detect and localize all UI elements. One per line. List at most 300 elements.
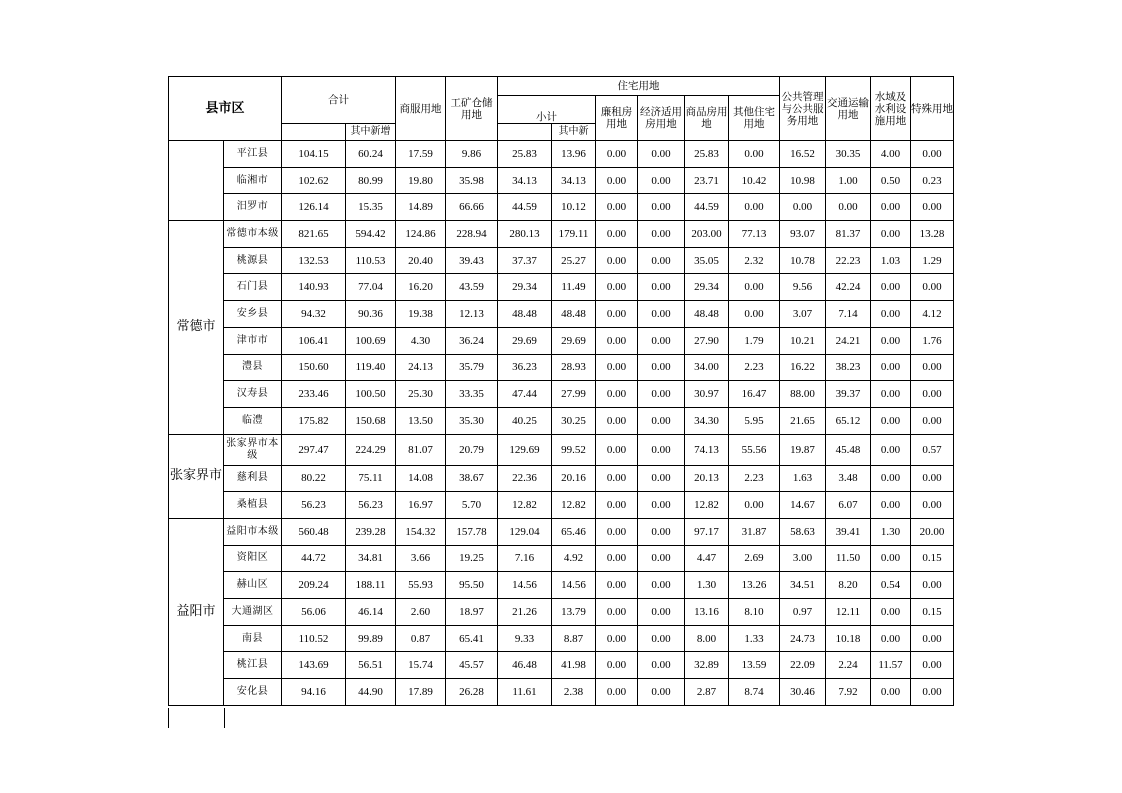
value-cell: 29.34 <box>498 274 552 301</box>
value-cell: 228.94 <box>446 221 498 248</box>
value-cell: 94.32 <box>282 301 346 328</box>
header-industrial: 工矿仓储用地 <box>446 77 498 141</box>
value-cell: 97.17 <box>685 518 729 545</box>
value-cell: 8.00 <box>685 625 729 652</box>
value-cell: 0.15 <box>911 545 954 572</box>
value-cell: 2.38 <box>552 679 596 706</box>
value-cell: 2.24 <box>826 652 871 679</box>
value-cell: 209.24 <box>282 572 346 599</box>
value-cell: 10.98 <box>780 167 826 194</box>
value-cell: 10.78 <box>780 247 826 274</box>
value-cell: 110.53 <box>346 247 396 274</box>
value-cell: 140.93 <box>282 274 346 301</box>
value-cell: 0.00 <box>729 141 780 168</box>
value-cell: 30.46 <box>780 679 826 706</box>
table-row <box>169 518 954 545</box>
value-cell: 0.00 <box>638 327 685 354</box>
value-cell: 30.25 <box>552 407 596 434</box>
land-use-table <box>168 76 954 706</box>
value-cell: 44.59 <box>498 194 552 221</box>
county-cell: 桑植县 <box>224 492 282 519</box>
table-row <box>169 492 954 519</box>
header-res-subtotal-new: 其中新 <box>552 124 596 141</box>
value-cell: 0.00 <box>871 492 911 519</box>
value-cell: 48.48 <box>685 301 729 328</box>
value-cell: 1.30 <box>685 572 729 599</box>
table-row <box>169 194 954 221</box>
value-cell: 3.07 <box>780 301 826 328</box>
value-cell: 4.12 <box>911 301 954 328</box>
table-body <box>169 141 954 706</box>
value-cell: 20.13 <box>685 465 729 492</box>
county-cell: 桃源县 <box>224 247 282 274</box>
value-cell: 65.46 <box>552 518 596 545</box>
value-cell: 0.00 <box>871 327 911 354</box>
header-low-rent: 廉租房用地 <box>596 96 638 141</box>
table-row <box>169 381 954 408</box>
value-cell: 124.86 <box>396 221 446 248</box>
table-row <box>169 221 954 248</box>
value-cell: 5.70 <box>446 492 498 519</box>
value-cell: 0.00 <box>871 545 911 572</box>
value-cell: 19.87 <box>780 434 826 465</box>
value-cell: 13.28 <box>911 221 954 248</box>
value-cell: 7.16 <box>498 545 552 572</box>
value-cell: 0.00 <box>729 274 780 301</box>
city-cell <box>169 141 224 221</box>
value-cell: 46.48 <box>498 652 552 679</box>
value-cell: 179.11 <box>552 221 596 248</box>
value-cell: 13.50 <box>396 407 446 434</box>
value-cell: 26.28 <box>446 679 498 706</box>
value-cell: 0.00 <box>871 301 911 328</box>
value-cell: 0.00 <box>596 274 638 301</box>
value-cell: 2.23 <box>729 465 780 492</box>
value-cell: 38.67 <box>446 465 498 492</box>
value-cell: 104.15 <box>282 141 346 168</box>
value-cell: 94.16 <box>282 679 346 706</box>
value-cell: 36.23 <box>498 354 552 381</box>
value-cell: 0.00 <box>596 652 638 679</box>
value-cell: 22.09 <box>780 652 826 679</box>
value-cell: 0.00 <box>596 434 638 465</box>
value-cell: 25.83 <box>685 141 729 168</box>
value-cell: 13.96 <box>552 141 596 168</box>
value-cell: 0.00 <box>729 492 780 519</box>
value-cell: 0.00 <box>871 679 911 706</box>
county-cell: 大通湖区 <box>224 599 282 626</box>
value-cell: 0.00 <box>638 407 685 434</box>
value-cell: 81.37 <box>826 221 871 248</box>
value-cell: 0.00 <box>871 465 911 492</box>
value-cell: 8.10 <box>729 599 780 626</box>
value-cell: 44.72 <box>282 545 346 572</box>
value-cell: 25.27 <box>552 247 596 274</box>
value-cell: 14.89 <box>396 194 446 221</box>
value-cell: 0.00 <box>911 679 954 706</box>
value-cell: 0.00 <box>638 518 685 545</box>
value-cell: 48.48 <box>552 301 596 328</box>
value-cell: 42.24 <box>826 274 871 301</box>
value-cell: 40.25 <box>498 407 552 434</box>
value-cell: 47.44 <box>498 381 552 408</box>
header-commercial: 商服用地 <box>396 77 446 141</box>
value-cell: 74.13 <box>685 434 729 465</box>
value-cell: 0.00 <box>596 141 638 168</box>
value-cell: 239.28 <box>346 518 396 545</box>
value-cell: 13.26 <box>729 572 780 599</box>
value-cell: 0.00 <box>596 625 638 652</box>
value-cell: 821.65 <box>282 221 346 248</box>
value-cell: 150.60 <box>282 354 346 381</box>
value-cell: 25.30 <box>396 381 446 408</box>
table-row <box>169 167 954 194</box>
header-res-subtotal-blank <box>498 124 552 141</box>
value-cell: 4.00 <box>871 141 911 168</box>
value-cell: 203.00 <box>685 221 729 248</box>
value-cell: 0.00 <box>596 354 638 381</box>
header-water: 水域及水利设施用地 <box>871 77 911 141</box>
county-cell: 汨罗市 <box>224 194 282 221</box>
table-row <box>169 545 954 572</box>
header-total-new: 其中新增 <box>346 124 396 141</box>
header-total-blank <box>282 124 346 141</box>
value-cell: 0.00 <box>596 194 638 221</box>
county-cell: 赫山区 <box>224 572 282 599</box>
value-cell: 0.00 <box>911 274 954 301</box>
value-cell: 0.00 <box>911 407 954 434</box>
value-cell: 81.07 <box>396 434 446 465</box>
county-cell: 资阳区 <box>224 545 282 572</box>
header-residential: 住宅用地 <box>498 77 780 96</box>
value-cell: 0.50 <box>871 167 911 194</box>
value-cell: 35.79 <box>446 354 498 381</box>
header-affordable: 经济适用房用地 <box>638 96 685 141</box>
value-cell: 99.89 <box>346 625 396 652</box>
value-cell: 48.48 <box>498 301 552 328</box>
value-cell: 0.00 <box>729 194 780 221</box>
value-cell: 1.29 <box>911 247 954 274</box>
value-cell: 106.41 <box>282 327 346 354</box>
value-cell: 16.22 <box>780 354 826 381</box>
value-cell: 29.34 <box>685 274 729 301</box>
value-cell: 2.60 <box>396 599 446 626</box>
value-cell: 0.00 <box>638 434 685 465</box>
value-cell: 102.62 <box>282 167 346 194</box>
value-cell: 34.00 <box>685 354 729 381</box>
county-cell: 桃江县 <box>224 652 282 679</box>
value-cell: 0.15 <box>911 599 954 626</box>
value-cell: 24.73 <box>780 625 826 652</box>
value-cell: 20.16 <box>552 465 596 492</box>
value-cell: 18.97 <box>446 599 498 626</box>
value-cell: 14.67 <box>780 492 826 519</box>
header-commodity: 商品房用地 <box>685 96 729 141</box>
value-cell: 43.59 <box>446 274 498 301</box>
value-cell: 35.30 <box>446 407 498 434</box>
value-cell: 8.87 <box>552 625 596 652</box>
value-cell: 24.21 <box>826 327 871 354</box>
value-cell: 17.89 <box>396 679 446 706</box>
value-cell: 34.13 <box>552 167 596 194</box>
value-cell: 0.00 <box>638 492 685 519</box>
value-cell: 150.68 <box>346 407 396 434</box>
table-row <box>169 434 954 465</box>
value-cell: 14.56 <box>498 572 552 599</box>
value-cell: 0.00 <box>871 354 911 381</box>
value-cell: 3.00 <box>780 545 826 572</box>
table-row <box>169 572 954 599</box>
value-cell: 29.69 <box>552 327 596 354</box>
value-cell: 10.18 <box>826 625 871 652</box>
header-public: 公共管理与公共服务用地 <box>780 77 826 141</box>
value-cell: 14.08 <box>396 465 446 492</box>
value-cell: 0.00 <box>638 354 685 381</box>
value-cell: 11.49 <box>552 274 596 301</box>
value-cell: 10.42 <box>729 167 780 194</box>
value-cell: 16.52 <box>780 141 826 168</box>
value-cell: 8.74 <box>729 679 780 706</box>
value-cell: 0.00 <box>638 141 685 168</box>
value-cell: 0.00 <box>911 194 954 221</box>
value-cell: 12.82 <box>498 492 552 519</box>
table-row <box>169 141 954 168</box>
value-cell: 0.00 <box>638 679 685 706</box>
value-cell: 110.52 <box>282 625 346 652</box>
value-cell: 126.14 <box>282 194 346 221</box>
value-cell: 77.04 <box>346 274 396 301</box>
value-cell: 560.48 <box>282 518 346 545</box>
value-cell: 30.35 <box>826 141 871 168</box>
value-cell: 0.00 <box>638 652 685 679</box>
value-cell: 56.23 <box>282 492 346 519</box>
city-cell: 张家界市 <box>169 434 224 518</box>
value-cell: 17.59 <box>396 141 446 168</box>
county-cell: 张家界市本级 <box>224 434 282 465</box>
value-cell: 0.00 <box>596 465 638 492</box>
value-cell: 39.37 <box>826 381 871 408</box>
value-cell: 1.00 <box>826 167 871 194</box>
table-row <box>169 465 954 492</box>
value-cell: 0.00 <box>871 434 911 465</box>
table-row <box>169 407 954 434</box>
value-cell: 27.90 <box>685 327 729 354</box>
value-cell: 34.13 <box>498 167 552 194</box>
table-row <box>169 354 954 381</box>
table-row <box>169 274 954 301</box>
value-cell: 0.00 <box>638 194 685 221</box>
value-cell: 0.00 <box>596 327 638 354</box>
value-cell: 0.00 <box>871 407 911 434</box>
value-cell: 0.00 <box>638 221 685 248</box>
value-cell: 9.86 <box>446 141 498 168</box>
value-cell: 2.69 <box>729 545 780 572</box>
value-cell: 65.41 <box>446 625 498 652</box>
value-cell: 1.30 <box>871 518 911 545</box>
value-cell: 0.00 <box>871 599 911 626</box>
county-cell: 南县 <box>224 625 282 652</box>
value-cell: 13.79 <box>552 599 596 626</box>
value-cell: 7.92 <box>826 679 871 706</box>
value-cell: 20.00 <box>911 518 954 545</box>
value-cell: 0.00 <box>871 221 911 248</box>
table-row <box>169 301 954 328</box>
value-cell: 0.00 <box>596 599 638 626</box>
county-cell: 平江县 <box>224 141 282 168</box>
value-cell: 39.43 <box>446 247 498 274</box>
value-cell: 0.00 <box>638 599 685 626</box>
county-cell: 常德市本级 <box>224 221 282 248</box>
value-cell: 15.74 <box>396 652 446 679</box>
value-cell: 11.50 <box>826 545 871 572</box>
value-cell: 56.06 <box>282 599 346 626</box>
value-cell: 29.69 <box>498 327 552 354</box>
value-cell: 15.35 <box>346 194 396 221</box>
value-cell: 7.14 <box>826 301 871 328</box>
value-cell: 0.00 <box>871 194 911 221</box>
value-cell: 0.00 <box>729 301 780 328</box>
value-cell: 0.00 <box>596 221 638 248</box>
value-cell: 16.47 <box>729 381 780 408</box>
value-cell: 80.22 <box>282 465 346 492</box>
value-cell: 77.13 <box>729 221 780 248</box>
county-cell: 石门县 <box>224 274 282 301</box>
table-row <box>169 625 954 652</box>
value-cell: 119.40 <box>346 354 396 381</box>
value-cell: 100.50 <box>346 381 396 408</box>
value-cell: 24.13 <box>396 354 446 381</box>
value-cell: 0.00 <box>596 545 638 572</box>
table-row <box>169 679 954 706</box>
value-cell: 100.69 <box>346 327 396 354</box>
value-cell: 224.29 <box>346 434 396 465</box>
value-cell: 1.03 <box>871 247 911 274</box>
county-cell: 临湘市 <box>224 167 282 194</box>
county-cell: 汉寿县 <box>224 381 282 408</box>
value-cell: 46.14 <box>346 599 396 626</box>
value-cell: 33.35 <box>446 381 498 408</box>
value-cell: 55.93 <box>396 572 446 599</box>
value-cell: 0.00 <box>871 625 911 652</box>
value-cell: 44.90 <box>346 679 396 706</box>
value-cell: 90.36 <box>346 301 396 328</box>
value-cell: 55.56 <box>729 434 780 465</box>
value-cell: 154.32 <box>396 518 446 545</box>
value-cell: 32.89 <box>685 652 729 679</box>
value-cell: 16.97 <box>396 492 446 519</box>
header-other-res: 其他住宅用地 <box>729 96 780 141</box>
value-cell: 21.26 <box>498 599 552 626</box>
value-cell: 0.00 <box>596 247 638 274</box>
value-cell: 129.04 <box>498 518 552 545</box>
value-cell: 45.48 <box>826 434 871 465</box>
value-cell: 2.87 <box>685 679 729 706</box>
value-cell: 65.12 <box>826 407 871 434</box>
value-cell: 2.32 <box>729 247 780 274</box>
value-cell: 4.92 <box>552 545 596 572</box>
value-cell: 4.30 <box>396 327 446 354</box>
value-cell: 25.83 <box>498 141 552 168</box>
value-cell: 188.11 <box>346 572 396 599</box>
value-cell: 1.76 <box>911 327 954 354</box>
value-cell: 6.07 <box>826 492 871 519</box>
value-cell: 45.57 <box>446 652 498 679</box>
value-cell: 0.23 <box>911 167 954 194</box>
value-cell: 280.13 <box>498 221 552 248</box>
value-cell: 129.69 <box>498 434 552 465</box>
value-cell: 132.53 <box>282 247 346 274</box>
table-row <box>169 652 954 679</box>
value-cell: 0.00 <box>826 194 871 221</box>
value-cell: 0.00 <box>638 167 685 194</box>
value-cell: 1.63 <box>780 465 826 492</box>
value-cell: 0.00 <box>871 381 911 408</box>
value-cell: 0.00 <box>638 465 685 492</box>
value-cell: 88.00 <box>780 381 826 408</box>
value-cell: 16.20 <box>396 274 446 301</box>
value-cell: 95.50 <box>446 572 498 599</box>
value-cell: 19.80 <box>396 167 446 194</box>
county-cell: 临澧 <box>224 407 282 434</box>
value-cell: 34.51 <box>780 572 826 599</box>
header-transport: 交通运输用地 <box>826 77 871 141</box>
value-cell: 1.33 <box>729 625 780 652</box>
value-cell: 0.00 <box>911 381 954 408</box>
value-cell: 58.63 <box>780 518 826 545</box>
value-cell: 0.54 <box>871 572 911 599</box>
value-cell: 12.13 <box>446 301 498 328</box>
value-cell: 0.00 <box>638 572 685 599</box>
value-cell: 13.59 <box>729 652 780 679</box>
table-row <box>169 599 954 626</box>
value-cell: 0.00 <box>911 141 954 168</box>
value-cell: 56.23 <box>346 492 396 519</box>
value-cell: 157.78 <box>446 518 498 545</box>
table-row <box>169 247 954 274</box>
table-continuation <box>168 708 225 728</box>
value-cell: 11.57 <box>871 652 911 679</box>
value-cell: 30.97 <box>685 381 729 408</box>
value-cell: 0.00 <box>638 625 685 652</box>
value-cell: 37.37 <box>498 247 552 274</box>
value-cell: 0.00 <box>638 381 685 408</box>
value-cell: 0.00 <box>596 572 638 599</box>
value-cell: 19.38 <box>396 301 446 328</box>
value-cell: 143.69 <box>282 652 346 679</box>
county-cell: 澧县 <box>224 354 282 381</box>
value-cell: 0.00 <box>780 194 826 221</box>
header-res-subtotal: 小计 <box>498 96 596 124</box>
value-cell: 10.12 <box>552 194 596 221</box>
table-row <box>169 327 954 354</box>
value-cell: 80.99 <box>346 167 396 194</box>
value-cell: 0.00 <box>596 167 638 194</box>
value-cell: 0.57 <box>911 434 954 465</box>
value-cell: 0.00 <box>596 381 638 408</box>
value-cell: 27.99 <box>552 381 596 408</box>
value-cell: 0.00 <box>911 354 954 381</box>
value-cell: 297.47 <box>282 434 346 465</box>
header-special: 特殊用地 <box>911 77 954 141</box>
value-cell: 0.00 <box>596 679 638 706</box>
value-cell: 12.82 <box>685 492 729 519</box>
value-cell: 75.11 <box>346 465 396 492</box>
value-cell: 0.00 <box>596 301 638 328</box>
value-cell: 28.93 <box>552 354 596 381</box>
value-cell: 39.41 <box>826 518 871 545</box>
value-cell: 0.00 <box>596 492 638 519</box>
value-cell: 11.61 <box>498 679 552 706</box>
